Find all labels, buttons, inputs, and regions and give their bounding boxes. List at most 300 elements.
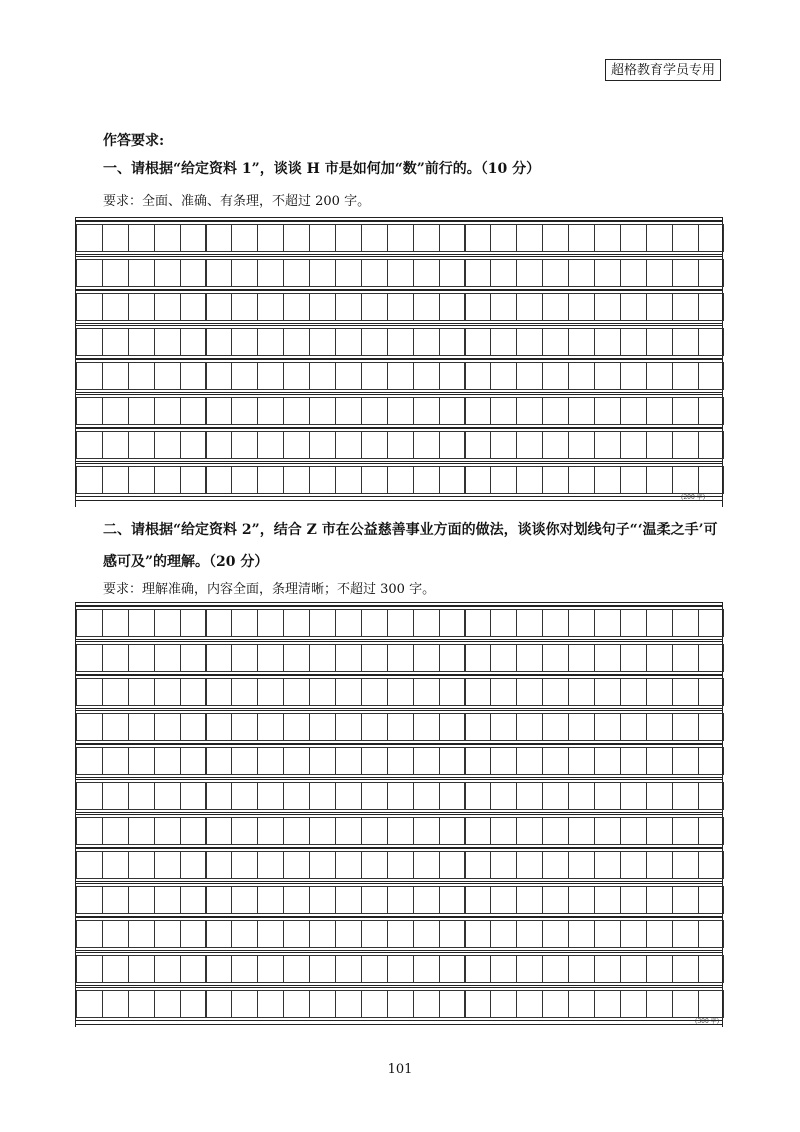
answer-cell[interactable] xyxy=(76,362,103,390)
answer-cell[interactable] xyxy=(672,644,699,672)
answer-cell[interactable] xyxy=(76,920,103,948)
answer-cell[interactable] xyxy=(361,609,388,637)
answer-cell[interactable] xyxy=(516,817,543,845)
answer-cell[interactable] xyxy=(646,678,673,706)
answer-cell[interactable] xyxy=(335,851,362,879)
answer-cell[interactable] xyxy=(516,644,543,672)
answer-cell[interactable] xyxy=(309,817,336,845)
answer-cell[interactable] xyxy=(180,224,207,252)
answer-cell[interactable] xyxy=(128,713,155,741)
answer-cell[interactable] xyxy=(257,328,284,356)
answer-cell[interactable] xyxy=(542,920,569,948)
answer-cell[interactable] xyxy=(672,782,699,810)
answer-cell[interactable] xyxy=(542,397,569,425)
answer-cell[interactable] xyxy=(516,851,543,879)
answer-cell[interactable] xyxy=(387,747,414,775)
answer-cell[interactable] xyxy=(698,362,725,390)
answer-cell[interactable] xyxy=(128,362,155,390)
answer-cell[interactable] xyxy=(180,431,207,459)
answer-cell[interactable] xyxy=(76,397,103,425)
answer-cell[interactable] xyxy=(154,713,181,741)
answer-cell[interactable] xyxy=(335,990,362,1018)
answer-cell[interactable] xyxy=(361,678,388,706)
answer-cell[interactable] xyxy=(335,886,362,914)
answer-cell[interactable] xyxy=(180,990,207,1018)
answer-cell[interactable] xyxy=(542,782,569,810)
answer-cell[interactable] xyxy=(180,293,207,321)
answer-cell[interactable] xyxy=(594,397,621,425)
answer-cell[interactable] xyxy=(206,678,233,706)
answer-cell[interactable] xyxy=(128,955,155,983)
answer-cell[interactable] xyxy=(283,466,310,494)
answer-cell[interactable] xyxy=(594,293,621,321)
answer-cell[interactable] xyxy=(154,747,181,775)
answer-cell[interactable] xyxy=(672,328,699,356)
answer-cell[interactable] xyxy=(439,431,466,459)
answer-cell[interactable] xyxy=(516,609,543,637)
answer-cell[interactable] xyxy=(413,782,440,810)
answer-cell[interactable] xyxy=(516,293,543,321)
answer-cell[interactable] xyxy=(490,851,517,879)
answer-cell[interactable] xyxy=(439,259,466,287)
answer-cell[interactable] xyxy=(309,678,336,706)
answer-cell[interactable] xyxy=(76,431,103,459)
answer-cell[interactable] xyxy=(128,293,155,321)
answer-cell[interactable] xyxy=(646,293,673,321)
answer-cell[interactable] xyxy=(283,782,310,810)
answer-cell[interactable] xyxy=(594,259,621,287)
answer-cell[interactable] xyxy=(465,609,492,637)
answer-cell[interactable] xyxy=(620,955,647,983)
answer-cell[interactable] xyxy=(439,328,466,356)
answer-cell[interactable] xyxy=(335,431,362,459)
answer-cell[interactable] xyxy=(257,851,284,879)
answer-cell[interactable] xyxy=(76,955,103,983)
answer-cell[interactable] xyxy=(698,293,725,321)
answer-cell[interactable] xyxy=(76,747,103,775)
answer-cell[interactable] xyxy=(206,328,233,356)
answer-cell[interactable] xyxy=(413,259,440,287)
answer-cell[interactable] xyxy=(257,955,284,983)
answer-cell[interactable] xyxy=(698,713,725,741)
answer-cell[interactable] xyxy=(257,293,284,321)
answer-cell[interactable] xyxy=(465,259,492,287)
answer-cell[interactable] xyxy=(309,466,336,494)
answer-cell[interactable] xyxy=(361,224,388,252)
answer-cell[interactable] xyxy=(465,851,492,879)
answer-cell[interactable] xyxy=(257,920,284,948)
answer-cell[interactable] xyxy=(465,782,492,810)
answer-cell[interactable] xyxy=(413,431,440,459)
answer-cell[interactable] xyxy=(128,644,155,672)
answer-cell[interactable] xyxy=(309,609,336,637)
answer-cell[interactable] xyxy=(698,678,725,706)
answer-cell[interactable] xyxy=(387,293,414,321)
answer-cell[interactable] xyxy=(387,817,414,845)
answer-cell[interactable] xyxy=(620,397,647,425)
answer-cell[interactable] xyxy=(672,920,699,948)
answer-cell[interactable] xyxy=(620,782,647,810)
answer-cell[interactable] xyxy=(231,259,258,287)
answer-cell[interactable] xyxy=(231,362,258,390)
answer-cell[interactable] xyxy=(646,644,673,672)
answer-cell[interactable] xyxy=(439,990,466,1018)
answer-cell[interactable] xyxy=(620,609,647,637)
answer-cell[interactable] xyxy=(335,644,362,672)
answer-cell[interactable] xyxy=(646,851,673,879)
answer-cell[interactable] xyxy=(283,259,310,287)
answer-cell[interactable] xyxy=(128,817,155,845)
answer-cell[interactable] xyxy=(361,817,388,845)
answer-cell[interactable] xyxy=(335,678,362,706)
answer-cell[interactable] xyxy=(646,955,673,983)
answer-cell[interactable] xyxy=(568,782,595,810)
answer-cell[interactable] xyxy=(387,851,414,879)
answer-cell[interactable] xyxy=(516,431,543,459)
answer-cell[interactable] xyxy=(387,609,414,637)
answer-cell[interactable] xyxy=(154,920,181,948)
answer-cell[interactable] xyxy=(309,920,336,948)
answer-cell[interactable] xyxy=(620,990,647,1018)
answer-cell[interactable] xyxy=(387,678,414,706)
answer-cell[interactable] xyxy=(309,644,336,672)
answer-cell[interactable] xyxy=(465,644,492,672)
answer-cell[interactable] xyxy=(361,293,388,321)
answer-cell[interactable] xyxy=(465,886,492,914)
answer-cell[interactable] xyxy=(413,362,440,390)
answer-cell[interactable] xyxy=(698,782,725,810)
answer-cell[interactable] xyxy=(128,782,155,810)
answer-cell[interactable] xyxy=(387,431,414,459)
answer-cell[interactable] xyxy=(180,817,207,845)
answer-cell[interactable] xyxy=(594,782,621,810)
answer-cell[interactable] xyxy=(361,431,388,459)
answer-cell[interactable] xyxy=(206,224,233,252)
answer-cell[interactable] xyxy=(387,259,414,287)
answer-cell[interactable] xyxy=(465,328,492,356)
answer-cell[interactable] xyxy=(180,466,207,494)
answer-cell[interactable] xyxy=(335,466,362,494)
answer-cell[interactable] xyxy=(206,293,233,321)
answer-grid-2[interactable] xyxy=(75,602,723,1027)
answer-cell[interactable] xyxy=(180,678,207,706)
answer-cell[interactable] xyxy=(76,851,103,879)
answer-cell[interactable] xyxy=(646,259,673,287)
answer-cell[interactable] xyxy=(620,713,647,741)
answer-cell[interactable] xyxy=(594,328,621,356)
answer-cell[interactable] xyxy=(154,782,181,810)
answer-cell[interactable] xyxy=(361,782,388,810)
answer-cell[interactable] xyxy=(387,362,414,390)
answer-cell[interactable] xyxy=(465,990,492,1018)
answer-cell[interactable] xyxy=(542,990,569,1018)
answer-cell[interactable] xyxy=(490,293,517,321)
answer-cell[interactable] xyxy=(335,397,362,425)
answer-cell[interactable] xyxy=(76,817,103,845)
answer-cell[interactable] xyxy=(568,224,595,252)
answer-cell[interactable] xyxy=(128,990,155,1018)
answer-cell[interactable] xyxy=(206,886,233,914)
answer-cell[interactable] xyxy=(490,644,517,672)
answer-cell[interactable] xyxy=(672,851,699,879)
answer-cell[interactable] xyxy=(490,609,517,637)
answer-cell[interactable] xyxy=(465,293,492,321)
answer-grid-1[interactable] xyxy=(75,217,723,507)
answer-cell[interactable] xyxy=(568,609,595,637)
answer-cell[interactable] xyxy=(568,397,595,425)
answer-cell[interactable] xyxy=(439,817,466,845)
answer-cell[interactable] xyxy=(646,920,673,948)
answer-cell[interactable] xyxy=(309,431,336,459)
answer-cell[interactable] xyxy=(516,466,543,494)
answer-cell[interactable] xyxy=(102,431,129,459)
answer-cell[interactable] xyxy=(180,955,207,983)
answer-cell[interactable] xyxy=(335,609,362,637)
answer-cell[interactable] xyxy=(180,397,207,425)
answer-cell[interactable] xyxy=(646,782,673,810)
answer-cell[interactable] xyxy=(206,817,233,845)
answer-cell[interactable] xyxy=(309,362,336,390)
answer-cell[interactable] xyxy=(154,362,181,390)
answer-cell[interactable] xyxy=(283,362,310,390)
answer-cell[interactable] xyxy=(620,678,647,706)
answer-cell[interactable] xyxy=(154,817,181,845)
answer-cell[interactable] xyxy=(490,397,517,425)
answer-cell[interactable] xyxy=(465,431,492,459)
answer-cell[interactable] xyxy=(698,328,725,356)
answer-cell[interactable] xyxy=(594,678,621,706)
answer-cell[interactable] xyxy=(439,713,466,741)
answer-cell[interactable] xyxy=(102,782,129,810)
answer-cell[interactable] xyxy=(387,466,414,494)
answer-cell[interactable] xyxy=(568,851,595,879)
answer-cell[interactable] xyxy=(542,293,569,321)
answer-cell[interactable] xyxy=(594,955,621,983)
answer-cell[interactable] xyxy=(490,362,517,390)
answer-cell[interactable] xyxy=(594,362,621,390)
answer-cell[interactable] xyxy=(102,293,129,321)
answer-cell[interactable] xyxy=(102,466,129,494)
answer-cell[interactable] xyxy=(309,397,336,425)
answer-cell[interactable] xyxy=(646,466,673,494)
answer-cell[interactable] xyxy=(646,397,673,425)
answer-cell[interactable] xyxy=(206,431,233,459)
answer-cell[interactable] xyxy=(231,747,258,775)
answer-cell[interactable] xyxy=(283,851,310,879)
answer-cell[interactable] xyxy=(439,293,466,321)
answer-cell[interactable] xyxy=(257,782,284,810)
answer-cell[interactable] xyxy=(361,990,388,1018)
answer-cell[interactable] xyxy=(206,362,233,390)
answer-cell[interactable] xyxy=(231,609,258,637)
answer-cell[interactable] xyxy=(335,713,362,741)
answer-cell[interactable] xyxy=(231,817,258,845)
answer-cell[interactable] xyxy=(672,466,699,494)
answer-cell[interactable] xyxy=(257,224,284,252)
answer-cell[interactable] xyxy=(257,678,284,706)
answer-cell[interactable] xyxy=(465,920,492,948)
answer-cell[interactable] xyxy=(335,955,362,983)
answer-cell[interactable] xyxy=(309,782,336,810)
answer-cell[interactable] xyxy=(180,362,207,390)
answer-cell[interactable] xyxy=(206,644,233,672)
answer-cell[interactable] xyxy=(154,431,181,459)
answer-cell[interactable] xyxy=(154,224,181,252)
answer-cell[interactable] xyxy=(361,259,388,287)
answer-cell[interactable] xyxy=(102,259,129,287)
answer-cell[interactable] xyxy=(413,678,440,706)
answer-cell[interactable] xyxy=(594,609,621,637)
answer-cell[interactable] xyxy=(180,747,207,775)
answer-cell[interactable] xyxy=(128,328,155,356)
answer-cell[interactable] xyxy=(76,678,103,706)
answer-cell[interactable] xyxy=(76,644,103,672)
answer-cell[interactable] xyxy=(620,644,647,672)
answer-cell[interactable] xyxy=(490,955,517,983)
answer-cell[interactable] xyxy=(516,955,543,983)
answer-cell[interactable] xyxy=(646,990,673,1018)
answer-cell[interactable] xyxy=(568,713,595,741)
answer-cell[interactable] xyxy=(413,466,440,494)
answer-cell[interactable] xyxy=(361,851,388,879)
answer-cell[interactable] xyxy=(646,886,673,914)
answer-cell[interactable] xyxy=(102,955,129,983)
answer-cell[interactable] xyxy=(620,920,647,948)
answer-cell[interactable] xyxy=(283,609,310,637)
answer-cell[interactable] xyxy=(76,713,103,741)
answer-cell[interactable] xyxy=(76,466,103,494)
answer-cell[interactable] xyxy=(102,678,129,706)
answer-cell[interactable] xyxy=(439,397,466,425)
answer-cell[interactable] xyxy=(542,886,569,914)
answer-cell[interactable] xyxy=(594,747,621,775)
answer-cell[interactable] xyxy=(620,886,647,914)
answer-cell[interactable] xyxy=(465,955,492,983)
answer-cell[interactable] xyxy=(620,224,647,252)
answer-cell[interactable] xyxy=(594,466,621,494)
answer-cell[interactable] xyxy=(309,955,336,983)
answer-cell[interactable] xyxy=(542,362,569,390)
answer-cell[interactable] xyxy=(490,224,517,252)
answer-cell[interactable] xyxy=(516,886,543,914)
answer-cell[interactable] xyxy=(516,747,543,775)
answer-cell[interactable] xyxy=(646,713,673,741)
answer-cell[interactable] xyxy=(490,678,517,706)
answer-cell[interactable] xyxy=(672,609,699,637)
answer-cell[interactable] xyxy=(465,678,492,706)
answer-cell[interactable] xyxy=(620,817,647,845)
answer-cell[interactable] xyxy=(76,886,103,914)
answer-cell[interactable] xyxy=(102,362,129,390)
answer-cell[interactable] xyxy=(76,990,103,1018)
answer-cell[interactable] xyxy=(439,747,466,775)
answer-cell[interactable] xyxy=(76,782,103,810)
answer-cell[interactable] xyxy=(180,328,207,356)
answer-cell[interactable] xyxy=(516,224,543,252)
answer-cell[interactable] xyxy=(231,431,258,459)
answer-cell[interactable] xyxy=(439,886,466,914)
answer-cell[interactable] xyxy=(516,920,543,948)
answer-cell[interactable] xyxy=(283,920,310,948)
answer-cell[interactable] xyxy=(128,466,155,494)
answer-cell[interactable] xyxy=(516,362,543,390)
answer-cell[interactable] xyxy=(542,466,569,494)
answer-cell[interactable] xyxy=(413,713,440,741)
answer-cell[interactable] xyxy=(465,224,492,252)
answer-cell[interactable] xyxy=(646,817,673,845)
answer-cell[interactable] xyxy=(206,259,233,287)
answer-cell[interactable] xyxy=(102,328,129,356)
answer-cell[interactable] xyxy=(490,713,517,741)
answer-cell[interactable] xyxy=(309,990,336,1018)
answer-cell[interactable] xyxy=(154,259,181,287)
answer-cell[interactable] xyxy=(76,609,103,637)
answer-cell[interactable] xyxy=(206,851,233,879)
answer-cell[interactable] xyxy=(257,259,284,287)
answer-cell[interactable] xyxy=(542,259,569,287)
answer-cell[interactable] xyxy=(335,328,362,356)
answer-cell[interactable] xyxy=(154,955,181,983)
answer-cell[interactable] xyxy=(283,328,310,356)
answer-cell[interactable] xyxy=(361,397,388,425)
answer-cell[interactable] xyxy=(102,920,129,948)
answer-cell[interactable] xyxy=(335,920,362,948)
answer-cell[interactable] xyxy=(672,817,699,845)
answer-cell[interactable] xyxy=(672,224,699,252)
answer-cell[interactable] xyxy=(542,609,569,637)
answer-cell[interactable] xyxy=(672,990,699,1018)
answer-cell[interactable] xyxy=(102,644,129,672)
answer-cell[interactable] xyxy=(672,293,699,321)
answer-cell[interactable] xyxy=(283,990,310,1018)
answer-cell[interactable] xyxy=(698,644,725,672)
answer-cell[interactable] xyxy=(542,851,569,879)
answer-cell[interactable] xyxy=(620,431,647,459)
answer-cell[interactable] xyxy=(309,224,336,252)
answer-cell[interactable] xyxy=(542,747,569,775)
answer-cell[interactable] xyxy=(128,851,155,879)
answer-cell[interactable] xyxy=(698,224,725,252)
answer-cell[interactable] xyxy=(154,609,181,637)
answer-cell[interactable] xyxy=(309,328,336,356)
answer-cell[interactable] xyxy=(439,678,466,706)
answer-cell[interactable] xyxy=(335,782,362,810)
answer-cell[interactable] xyxy=(154,678,181,706)
answer-cell[interactable] xyxy=(465,466,492,494)
answer-cell[interactable] xyxy=(102,609,129,637)
answer-cell[interactable] xyxy=(698,851,725,879)
answer-cell[interactable] xyxy=(516,259,543,287)
answer-cell[interactable] xyxy=(335,817,362,845)
answer-cell[interactable] xyxy=(413,990,440,1018)
answer-cell[interactable] xyxy=(102,397,129,425)
answer-cell[interactable] xyxy=(257,362,284,390)
answer-cell[interactable] xyxy=(413,293,440,321)
answer-cell[interactable] xyxy=(154,851,181,879)
answer-cell[interactable] xyxy=(490,328,517,356)
answer-cell[interactable] xyxy=(439,362,466,390)
answer-cell[interactable] xyxy=(387,224,414,252)
answer-cell[interactable] xyxy=(490,817,517,845)
answer-cell[interactable] xyxy=(672,713,699,741)
answer-cell[interactable] xyxy=(76,259,103,287)
answer-cell[interactable] xyxy=(439,851,466,879)
answer-cell[interactable] xyxy=(231,466,258,494)
answer-cell[interactable] xyxy=(283,747,310,775)
answer-cell[interactable] xyxy=(698,747,725,775)
answer-cell[interactable] xyxy=(594,920,621,948)
answer-cell[interactable] xyxy=(257,609,284,637)
